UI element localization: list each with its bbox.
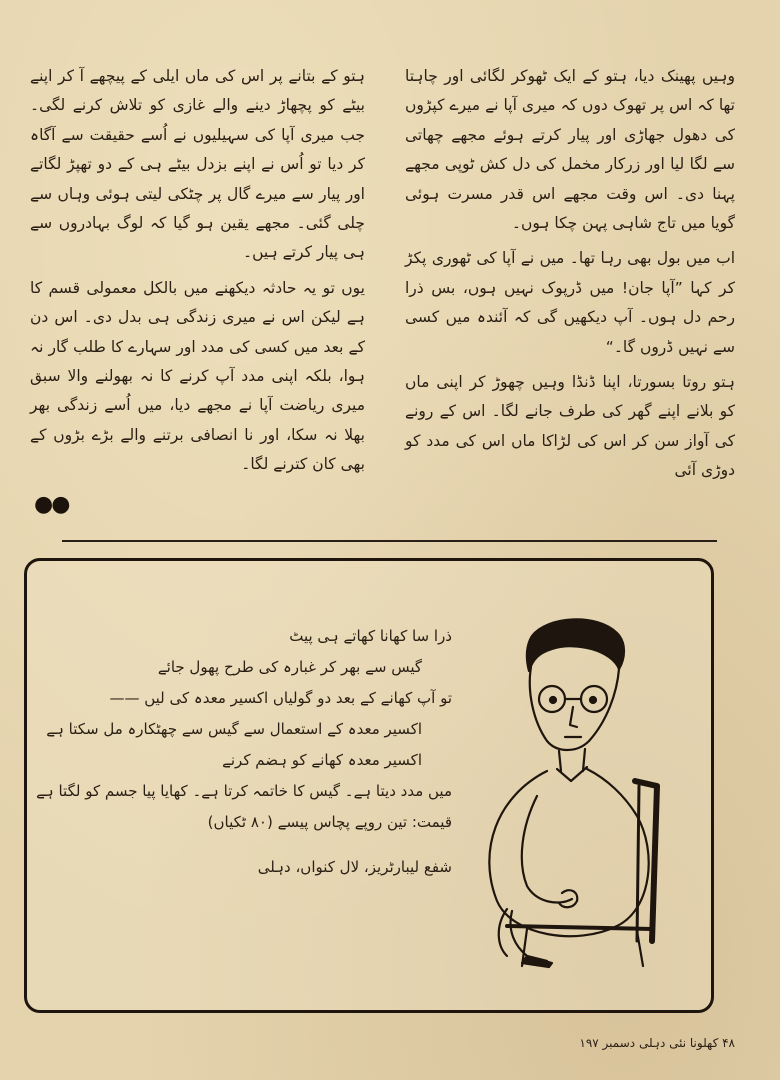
ad-line: گیس سے بھر کر غبارہ کی طرح پھول جائے: [157, 658, 422, 676]
page-footer: ۴۸ کھلونا نئی دہلی دسمبر ۱۹۷: [579, 1036, 735, 1050]
ad-maker: شفع لیبارٹریز، لال کنواں، دہلی: [257, 858, 452, 876]
article-right-column: [405, 62, 735, 492]
paragraph: اب میں بول بھی رہا تھا۔ میں نے آپا کی ٹھوری پکڑ کر کہا ”آپا جان! میں ڈرپوک نہیں ہوں، بس ذرا رحم دل ہوں۔ آپ دیکھیں گی کہ آئندہ میں کسی سے نہیں ڈروں گا۔“: [405, 249, 735, 356]
article-left-column: [30, 62, 365, 486]
ad-price: قیمت: تین روپے پچاس پیسے (۸۰ ٹکیاں): [207, 813, 452, 831]
advertisement-copy: [36, 621, 452, 883]
ad-line: ذرا سا کھانا کھاتے ہی پیٹ: [289, 627, 452, 645]
ad-line: تو آپ کھانے کے بعد دو گولیاں اکسیر معدہ کی لیں ——: [109, 689, 452, 707]
paragraph: ہتو کے بتانے پر اس کی ماں ایلی کے پیچھے آ کر اپنے بیٹے کو پچھاڑ دینے والے غازی کو تلاش کرنے لگی۔ جب میری آپا کی سہیلیوں نے اُسے حقیقت سے آگاہ کر دیا تو اُس نے اپنے بزدل بیٹے ہی کے دو تھپڑ لگاتے اور پیار سے میرے گال پر چٹکی لیتی ہوئی وہاں سے چلی گئی۔ مجھے یقین ہو گیا کہ لوگ بہادروں سے ہی پیار کرتے ہیں۔: [30, 67, 365, 262]
section-divider: [62, 540, 717, 542]
paragraph: یوں تو یہ حادثہ دیکھنے میں بالکل معمولی قسم کا ہے لیکن اس نے میری زندگی ہی بدل دی۔ اس دن کے بعد میں کسی کی مدد اور سہارے کا طلب گار نہ ہوا، بلکہ اپنی مدد آپ کرنے کا نہ بھولنے والا سبق میری ریاضت آپا نے مجھے دیا، میں اُسے زندگی بھر بھلا نہ سکا، اور نا انصافی برتنے والے بڑے بڑوں کے بھی کان کترنے لگا۔: [30, 278, 365, 474]
advertisement-box: [24, 558, 714, 1013]
ad-line: اکسیر معدہ کے استعمال سے گیس سے چھٹکارہ مل سکتا ہے: [46, 720, 422, 738]
ad-line: اکسیر معدہ کھانے کو ہضم کرنے: [222, 751, 422, 769]
article-end-mark: ●●: [34, 492, 69, 517]
paragraph: وہیں پھینک دیا، ہتو کے ایک ٹھوکر لگائی اور چاہتا تھا کہ اس پر تھوک دوں کہ میری آپا نے میرے کپڑوں کی دھول جھاڑی اور پیار کرتے ہوئے مجھے چھاتی سے لگا لیا اور زرکار مخمل کی دل کش ٹوپی مجھے پہنا دی۔ اس وقت مجھے اس قدر مسرت ہوئی گویا میں تاج شاہی پہن چکا ہوں۔: [405, 67, 735, 233]
man-with-bloated-stomach-illustration: [467, 611, 677, 971]
ad-line: میں مدد دیتا ہے۔ گیس کا خاتمہ کرتا ہے۔ کھایا پیا جسم کو لگتا ہے: [36, 782, 452, 800]
paragraph: ہتو روتا بسورتا، اپنا ڈنڈا وہیں چھوڑ کر اپنی ماں کو بلانے اپنے گھر کی طرف جانے لگا۔ اس کے رونے کی آواز سن کر اس کی لڑاکا ماں اس کی مدد کو دوڑی آئی: [405, 373, 735, 480]
